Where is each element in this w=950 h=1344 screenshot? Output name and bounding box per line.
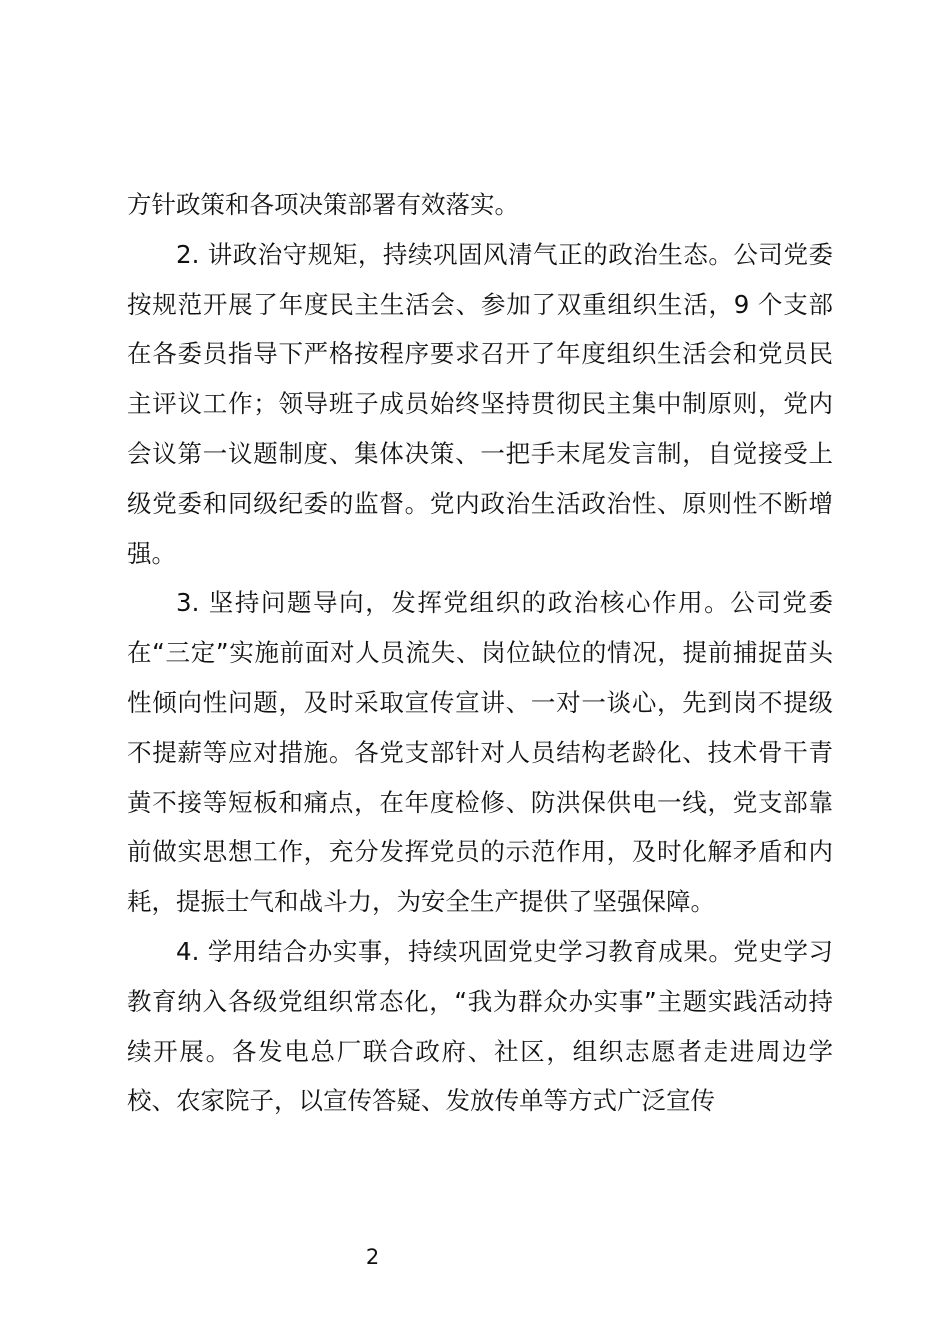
page-number: 2 xyxy=(365,1245,380,1269)
document-body xyxy=(127,180,833,1126)
paragraph-item-3: 3. 坚持问题导向，发挥党组织的政治核心作用。公司党委在“三定”实施前面对人员流失、岗位缺位的情况，提前捕捉苗头性倾向性问题，及时采取宣传宣讲、一对一谈心，先到岗不提级不提薪等应对措施。各党支部针对人员结构老龄化、技术骨干青黄不接等短板和痛点，在年度检修、防洪保供电一线，党支部靠前做实思想工作，充分发挥党员的示范作用，及时化解矛盾和内耗，提振士气和战斗力，为安全生产提供了坚强保障。 xyxy=(127,588,833,917)
paragraph-item-4: 4. 学用结合办实事，持续巩固党史学习教育成果。党史学习教育纳入各级党组织常态化，“我为群众办实事”主题实践活动持续开展。各发电总厂联合政府、社区，组织志愿者走进周边学校、农家院子，以宣传答疑、发放传单等方式广泛宣传 xyxy=(127,936,833,1116)
paragraph-continuation: 方针政策和各项决策部署有效落实。 xyxy=(127,190,519,219)
paragraph-item-2: 2. 讲政治守规矩，持续巩固风清气正的政治生态。公司党委按规范开展了年度民主生活会、参加了双重组织生活，9 个支部在各委员指导下严格按程序要求召开了年度组织生活会和党员民主评议工作；领导班子成员始终坚持贯彻民主集中制原则，党内会议第一议题制度、集体决策、一把手末尾发言制，自觉接受上级党委和同级纪委的监督。党内政治生活政治性、原则性不断增强。 xyxy=(127,239,833,568)
